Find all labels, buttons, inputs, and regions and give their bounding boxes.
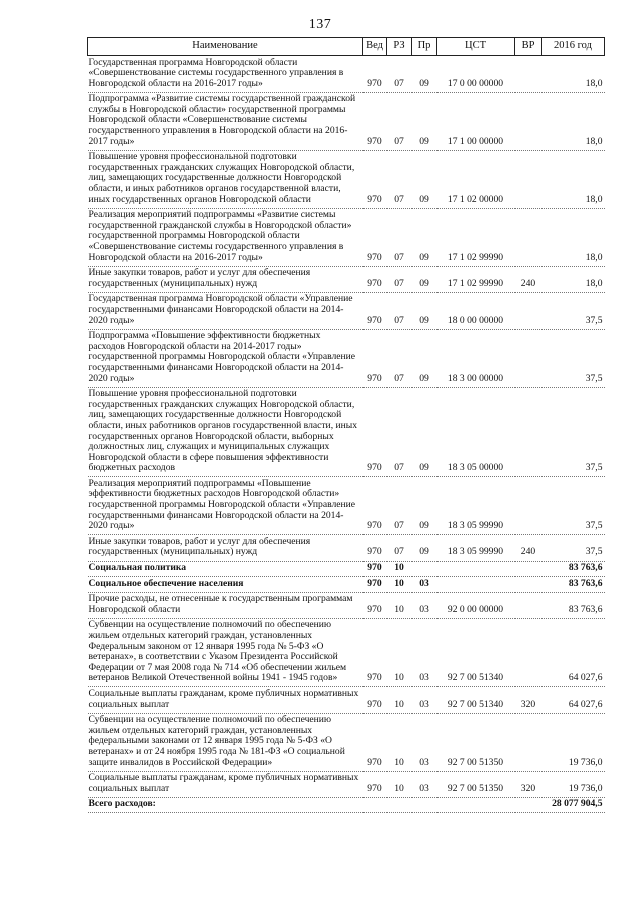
row-name-text: Социальное обеспечение населения <box>88 577 244 589</box>
table-row <box>88 208 605 266</box>
cell-cst: 18 3 05 99990 <box>437 477 515 535</box>
cell-ved: 970 <box>363 618 387 687</box>
cell-amount: 18,0 <box>542 92 605 150</box>
cell-cst <box>437 577 515 593</box>
cell-pr: 03 <box>412 687 437 713</box>
cell-pr: 03 <box>412 577 437 593</box>
cell-vr <box>515 208 542 266</box>
cell-pr: 09 <box>412 292 437 329</box>
cell-name <box>88 477 363 535</box>
table-row <box>88 387 605 477</box>
cell-vr <box>515 592 542 618</box>
cell-amount: 37,5 <box>542 329 605 387</box>
table-row <box>88 713 605 771</box>
table-row <box>88 577 605 593</box>
header-name: Наименование <box>88 38 363 56</box>
cell-cst: 18 0 00 00000 <box>437 292 515 329</box>
cell-ved: 970 <box>363 577 387 593</box>
cell-vr <box>515 292 542 329</box>
cell-rz: 10 <box>387 561 412 577</box>
cell-vr <box>515 577 542 593</box>
cell-amount: 64 027,6 <box>542 618 605 687</box>
cell-cst: 17 1 00 00000 <box>437 92 515 150</box>
row-name-text: Подпрограмма «Развитие системы государственной гражданской службы в Новгородской области» государственной программы Новгородской области «Совершенствование системы государственного управления в Новгородской области на 2016-2017 годы» <box>88 93 356 147</box>
cell-name <box>88 577 363 593</box>
cell-name <box>88 92 363 150</box>
cell-vr: 320 <box>515 771 542 797</box>
row-name-text: Субвенции на осуществление полномочий по обеспечению жильем отдельных категорий граждан, установленных федеральными законами от 12 января 1995 года № 5-ФЗ «О ветеранах» и от 24 ноября 1995 года № 181-ФЗ «О социальной защите инвалидов в Российской Федерации» <box>88 714 345 768</box>
total-empty-cell <box>515 797 542 813</box>
cell-vr <box>515 387 542 477</box>
cell-rz: 07 <box>387 266 412 292</box>
cell-rz: 07 <box>387 92 412 150</box>
table-header-row <box>88 38 605 56</box>
table-row <box>88 150 605 208</box>
header-vr: ВР <box>515 38 542 56</box>
cell-rz: 10 <box>387 577 412 593</box>
cell-pr: 03 <box>412 713 437 771</box>
cell-pr: 09 <box>412 477 437 535</box>
cell-cst: 92 7 00 51350 <box>437 771 515 797</box>
cell-rz: 10 <box>387 618 412 687</box>
cell-vr: 320 <box>515 687 542 713</box>
table-row <box>88 56 605 93</box>
cell-cst: 17 0 00 00000 <box>437 56 515 93</box>
cell-amount: 64 027,6 <box>542 687 605 713</box>
cell-name <box>88 687 363 713</box>
cell-amount: 37,5 <box>542 387 605 477</box>
total-amount: 28 077 904,5 <box>542 797 605 813</box>
table-row <box>88 266 605 292</box>
row-name-text: Подпрограмма «Повышение эффективности бюджетных расходов Новгородской области на 2014-2017 годы» государственной программы Новгородской области «Управление государственными финансами Новгородской области на 2014-2020 годы» <box>88 330 356 384</box>
cell-amount: 83 763,6 <box>542 561 605 577</box>
cell-rz: 07 <box>387 387 412 477</box>
cell-rz: 07 <box>387 208 412 266</box>
table-row <box>88 771 605 797</box>
cell-name <box>88 713 363 771</box>
cell-ved: 970 <box>363 387 387 477</box>
row-name-text: Реализация мероприятий подпрограммы «Повышение эффективности бюджетных расходов Новгородской области» государственной программы Новгородской области «Управление государственными финансами Новгородской области на 2014-2020 годы» <box>88 477 356 532</box>
cell-name <box>88 561 363 577</box>
cell-amount: 18,0 <box>542 150 605 208</box>
row-name-text: Реализация мероприятий подпрограммы «Развитие системы государственной гражданской службы в Новгородской области» государственной программы Новгородской области «Совершенствование системы государственного управления в Новгородской области на 2016-2017 годы» <box>88 209 352 263</box>
cell-rz: 10 <box>387 713 412 771</box>
cell-cst: 92 7 00 51350 <box>437 713 515 771</box>
cell-cst: 17 1 02 99990 <box>437 208 515 266</box>
cell-name <box>88 592 363 618</box>
cell-ved: 970 <box>363 561 387 577</box>
cell-vr <box>515 618 542 687</box>
cell-amount: 19 736,0 <box>542 771 605 797</box>
cell-ved: 970 <box>363 329 387 387</box>
row-name-text: Социальные выплаты гражданам, кроме публичных нормативных социальных выплат <box>88 687 359 710</box>
cell-rz: 07 <box>387 535 412 561</box>
cell-amount: 18,0 <box>542 56 605 93</box>
cell-pr: 09 <box>412 535 437 561</box>
cell-pr: 09 <box>412 92 437 150</box>
total-empty-cell <box>412 797 437 813</box>
cell-ved: 970 <box>363 266 387 292</box>
cell-pr: 09 <box>412 387 437 477</box>
cell-amount: 18,0 <box>542 208 605 266</box>
cell-amount: 37,5 <box>542 292 605 329</box>
cell-name <box>88 535 363 561</box>
table-row <box>88 92 605 150</box>
cell-cst: 18 3 05 99990 <box>437 535 515 561</box>
cell-ved: 970 <box>363 687 387 713</box>
cell-pr: 03 <box>412 771 437 797</box>
total-empty-cell <box>387 797 412 813</box>
cell-vr: 240 <box>515 266 542 292</box>
cell-name <box>88 150 363 208</box>
row-name-text: Социальные выплаты гражданам, кроме публичных нормативных социальных выплат <box>88 772 359 794</box>
cell-amount: 83 763,6 <box>542 577 605 593</box>
page-number: 137 <box>308 17 332 32</box>
row-name-text: Государственная программа Новгородской области «Управление государственными финансами Новгородской области на 2014-2020 годы» <box>88 293 353 326</box>
cell-name <box>88 292 363 329</box>
cell-amount: 18,0 <box>542 266 605 292</box>
cell-ved: 970 <box>363 92 387 150</box>
cell-ved: 970 <box>363 771 387 797</box>
cell-rz: 07 <box>387 329 412 387</box>
cell-rz: 10 <box>387 771 412 797</box>
cell-vr <box>515 150 542 208</box>
cell-rz: 10 <box>387 687 412 713</box>
cell-name <box>88 208 363 266</box>
row-name-text: Субвенции на осуществление полномочий по обеспечению жильем отдельных категорий граждан, установленных Федеральным законом от 12 января 1995 года № 5-ФЗ «О ветеранах», в соответствии с Указом Президента Российской Федерации от 7 мая 2008 года № 714 «Об обеспечении жильем ветеранов Великой Отечественной войны 1941 - 1945 годов» <box>88 619 347 684</box>
cell-vr <box>515 56 542 93</box>
cell-name <box>88 387 363 477</box>
total-label: Всего расходов: <box>88 797 363 813</box>
total-empty-cell <box>363 797 387 813</box>
cell-cst: 92 7 00 51340 <box>437 618 515 687</box>
cell-ved: 970 <box>363 208 387 266</box>
row-name-text: Иные закупки товаров, работ и услуг для обеспечения государственных (муниципальных) нужд <box>88 535 311 558</box>
cell-name <box>88 266 363 292</box>
total-row <box>88 797 605 813</box>
cell-ved: 970 <box>363 713 387 771</box>
budget-table <box>87 37 605 813</box>
cell-vr <box>515 561 542 577</box>
row-name-text: Прочие расходы, не отнесенные к государственным программам Новгородской области <box>88 593 353 615</box>
cell-amount: 37,5 <box>542 477 605 535</box>
cell-cst: 17 1 02 00000 <box>437 150 515 208</box>
table-row <box>88 329 605 387</box>
cell-pr: 09 <box>412 150 437 208</box>
cell-pr: 03 <box>412 592 437 618</box>
cell-amount: 83 763,6 <box>542 592 605 618</box>
cell-vr <box>515 92 542 150</box>
cell-ved: 970 <box>363 592 387 618</box>
cell-cst <box>437 561 515 577</box>
cell-vr: 240 <box>515 535 542 561</box>
cell-pr <box>412 561 437 577</box>
header-ved: Вед <box>363 38 387 56</box>
cell-rz: 07 <box>387 56 412 93</box>
cell-pr: 09 <box>412 208 437 266</box>
table-row <box>88 292 605 329</box>
table-row <box>88 618 605 687</box>
row-name-text: Повышение уровня профессиональной подготовки государственных гражданских служащих Новгородской области, лиц, замещающих государственные должности Новгородской области, и иных работников органов государственной власти, иных государственных органов Новгородской области <box>88 151 355 205</box>
cell-ved: 970 <box>363 150 387 208</box>
table-row <box>88 561 605 577</box>
total-empty-cell <box>437 797 515 813</box>
cell-ved: 970 <box>363 292 387 329</box>
header-cst: ЦСТ <box>437 38 515 56</box>
cell-name <box>88 56 363 93</box>
cell-name <box>88 771 363 797</box>
cell-name <box>88 329 363 387</box>
cell-cst: 18 3 00 00000 <box>437 329 515 387</box>
cell-pr: 09 <box>412 266 437 292</box>
row-name-text: Государственная программа Новгородской области «Совершенствование системы государственного управления в Новгородской области на 2016-2017 годы» <box>88 56 344 89</box>
cell-ved: 970 <box>363 535 387 561</box>
row-name-text: Иные закупки товаров, работ и услуг для обеспечения государственных (муниципальных) нужд <box>88 267 311 289</box>
header-rz: РЗ <box>387 38 412 56</box>
cell-rz: 07 <box>387 150 412 208</box>
cell-cst: 18 3 05 00000 <box>437 387 515 477</box>
cell-amount: 19 736,0 <box>542 713 605 771</box>
cell-vr <box>515 329 542 387</box>
cell-cst: 92 7 00 51340 <box>437 687 515 713</box>
cell-ved: 970 <box>363 477 387 535</box>
header-pr: Пр <box>412 38 437 56</box>
table-row <box>88 477 605 535</box>
cell-ved: 970 <box>363 56 387 93</box>
cell-amount: 37,5 <box>542 535 605 561</box>
cell-cst: 92 0 00 00000 <box>437 592 515 618</box>
cell-rz: 07 <box>387 477 412 535</box>
cell-rz: 07 <box>387 292 412 329</box>
row-name-text: Повышение уровня профессиональной подготовки государственных гражданских служащих Новгородской области, лиц, замещающих государственные должности Новгородской области, иных работников органов государственной власти, иных государственных органов Новгородской области, выборных должностных лиц, служащих и муниципальных служащих Новгородской области в сфере повышения эффективности бюджетных расходов <box>88 388 358 474</box>
cell-vr <box>515 713 542 771</box>
table-row <box>88 687 605 713</box>
row-name-text: Социальная политика <box>88 562 187 574</box>
cell-cst: 17 1 02 99990 <box>437 266 515 292</box>
header-year: 2016 год <box>542 38 605 56</box>
cell-pr: 03 <box>412 618 437 687</box>
cell-pr: 09 <box>412 56 437 93</box>
cell-pr: 09 <box>412 329 437 387</box>
cell-vr <box>515 477 542 535</box>
table-row <box>88 535 605 561</box>
table-row <box>88 592 605 618</box>
cell-rz: 10 <box>387 592 412 618</box>
cell-name <box>88 618 363 687</box>
